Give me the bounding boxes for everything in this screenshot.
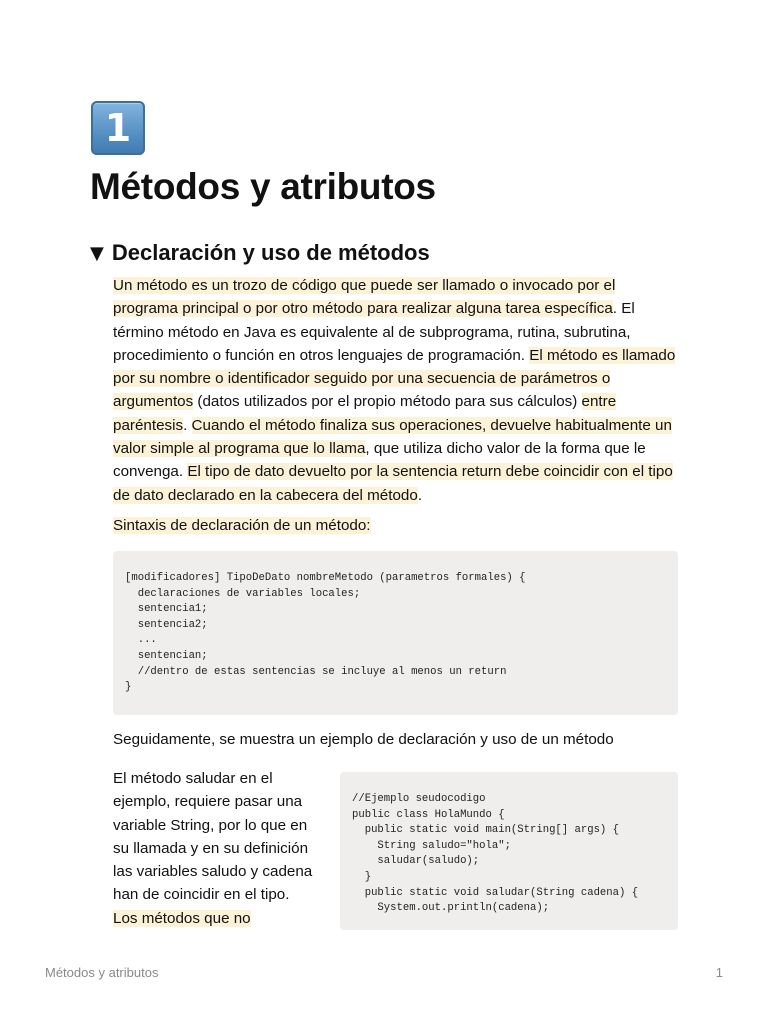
code-block-syntax: [modificadores] TipoDeDato nombreMetodo (parametros formales) { declaraciones de variables locales; sentencia1; sentencia2; ... sentencian; //dentro de estas sentencias se incluye al menos un return } bbox=[113, 551, 678, 715]
section-heading: Declaración y uso de métodos bbox=[111, 240, 430, 265]
syntax-label bbox=[113, 514, 678, 537]
text-run: . bbox=[417, 486, 423, 504]
page-number: 1 bbox=[715, 965, 723, 980]
page-title: Métodos y atributos bbox=[90, 166, 436, 207]
highlighted-text: Cuando el método finaliza sus operaciones, devuelve habitualmente un valor simple al programa que lo llama bbox=[113, 416, 672, 458]
example-intro: Seguidamente, se muestra un ejemplo de declaración y uso de un método bbox=[113, 731, 614, 748]
text-run: . bbox=[183, 416, 192, 434]
highlighted-text: entre paréntesis bbox=[113, 393, 617, 434]
paragraph-example-explanation bbox=[113, 767, 313, 930]
syntax-label-text: Sintaxis de declaración de un método: bbox=[113, 517, 371, 534]
text-run: El método saludar en el ejemplo, requiere pasar una variable String, por lo que en su llamada y en su definición las variables saludo y cadena han de coincidir en el tipo. bbox=[113, 770, 313, 904]
text-run: , que utiliza dicho valor de la forma que le convenga. bbox=[113, 440, 646, 481]
highlighted-text: Los métodos que no bbox=[113, 909, 251, 927]
keycap-one-icon bbox=[91, 101, 145, 155]
code-block-example: //Ejemplo seudocodigo public class HolaMundo { public static void main(String[] args) { String saludo="hola"; saludar(saludo); } public static void saludar(String cadena) { System.out.println(cadena); bbox=[340, 772, 678, 930]
triangle-down-icon[interactable]: ▼ bbox=[90, 242, 104, 264]
keycap-digit: 1 bbox=[104, 106, 132, 150]
highlighted-text: El tipo de dato devuelto por la sentencia return debe coincidir con el tipo de dato declarado en la cabecera del método bbox=[113, 463, 673, 504]
highlighted-text: El método es llamado por su nombre o identificador seguido por una secuencia de parámetros o argumentos bbox=[113, 346, 676, 411]
paragraph-method-definition bbox=[113, 274, 678, 507]
toggle-heading[interactable] bbox=[90, 240, 430, 266]
text-run: . El término método en Java es equivalente al de subprograma, rutina, subrutina, procedimiento o función en otros lenguajes de programación. bbox=[113, 300, 635, 364]
highlighted-text: Un método es un trozo de código que puede ser llamado o invocado por el programa principal o por otro método para realizar alguna tarea específica bbox=[113, 277, 616, 318]
text-run: (datos utilizados por el propio método para sus cálculos) bbox=[193, 393, 582, 411]
footer-title: Métodos y atributos bbox=[45, 965, 159, 980]
